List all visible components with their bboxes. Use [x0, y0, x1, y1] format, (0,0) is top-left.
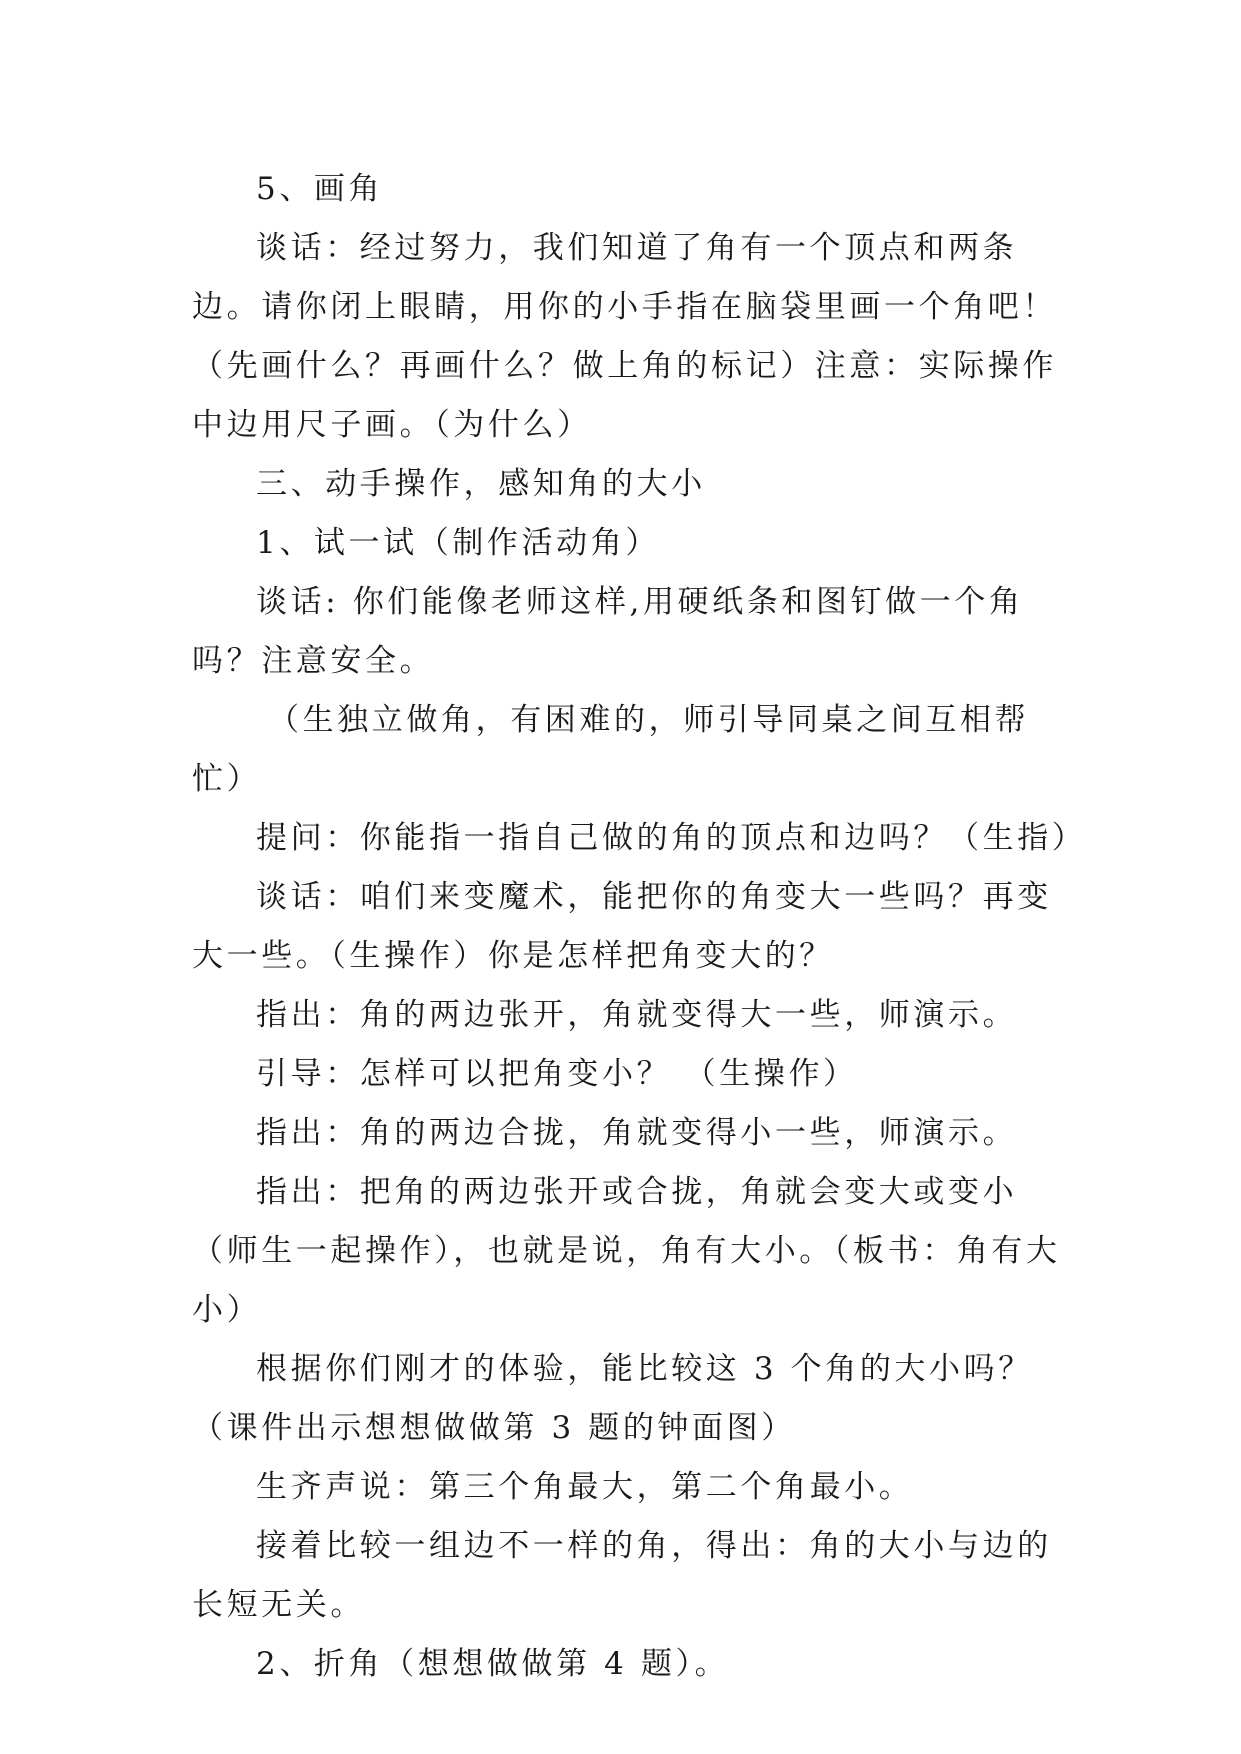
paragraph-point-close: 指出：角的两边合拢，角就变得小一些，师演示。 — [256, 1115, 1018, 1151]
paragraph-student-answer: 生齐声说：第三个角最大，第二个角最小。 — [256, 1469, 914, 1505]
document-body — [192, 160, 1087, 1694]
paragraph-section-three: 三、动手操作，感知角的大小 — [256, 466, 706, 502]
paragraph-try: 1、试一试（制作活动角） — [256, 525, 660, 561]
paragraph-point-open: 指出：角的两边张开，角就变得大一些，师演示。 — [256, 997, 1018, 1033]
paragraph-compare: 根据你们刚才的体验，能比较这 3 个角的大小吗？（课件出示想想做做第 3 题的钟面图） — [192, 1351, 1033, 1446]
paragraph-point-size: 指出：把角的两边张开或合拢，角就会变大或变小（师生一起操作），也就是说，角有大小。（板书：角有大小） — [192, 1174, 1061, 1328]
paragraph-talk-magic: 谈话：咱们来变魔术，能把你的角变大一些吗？再变大一些。（生操作）你是怎样把角变大的？ — [192, 879, 1052, 974]
paragraph-heading-draw-angle: 5、画角 — [256, 171, 384, 207]
paragraph-talk-draw: 谈话：经过努力，我们知道了角有一个顶点和两条边。请你闭上眼睛，用你的小手指在脑袋里画一个角吧！（先画什么？再画什么？做上角的标记）注意：实际操作中边用尺子画。（为什么） — [192, 230, 1057, 443]
paragraph-talk-make: 谈话: 你们能像老师这样,用硬纸条和图钉做一个角吗？注意安全。 — [192, 584, 1024, 679]
paragraph-student-make: （生独立做角，有困难的，师引导同桌之间互相帮忙） — [192, 702, 1030, 797]
paragraph-question: 提问：你能指一指自己做的角的顶点和边吗？（生指） — [256, 820, 1087, 856]
paragraph-fold-angle: 2、折角（想想做做第 4 题）。 — [256, 1646, 730, 1682]
paragraph-guide: 引导：怎样可以把角变小？ （生操作） — [256, 1056, 858, 1092]
paragraph-compare-sides: 接着比较一组边不一样的角，得出：角的大小与边的长短无关。 — [192, 1528, 1052, 1623]
